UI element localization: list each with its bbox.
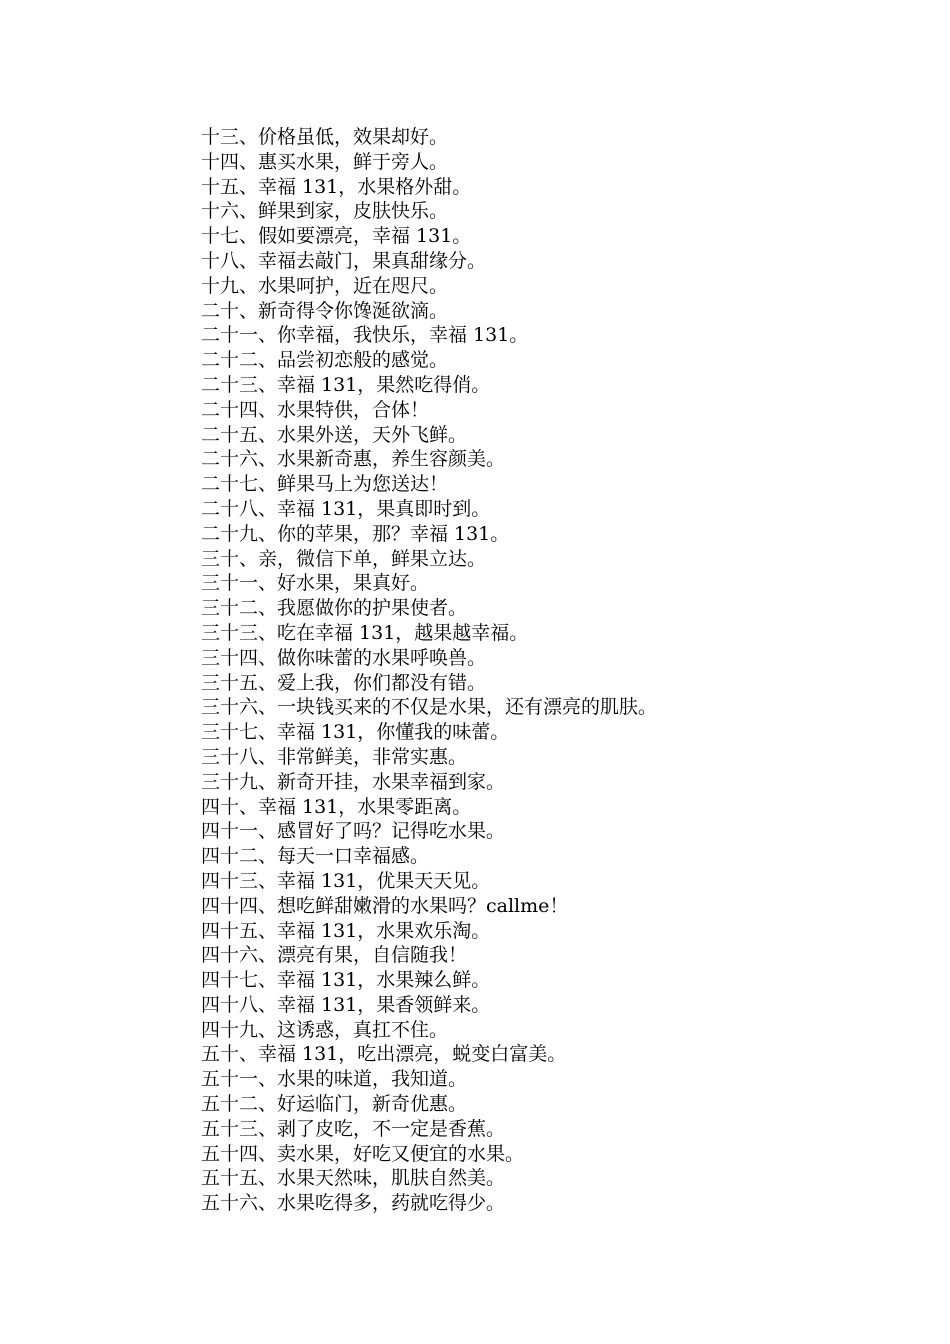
slogan-list (201, 125, 657, 1216)
list-item: 四十九、这诱惑，真扛不住。 (201, 1018, 449, 1041)
list-item: 四十三、幸福 131，优果天天见。 (201, 869, 491, 892)
list-item: 二十一、你幸福，我快乐，幸福 131。 (201, 324, 529, 347)
list-item: 五十一、水果的味道，我知道。 (201, 1068, 468, 1091)
list-item: 十五、幸福 131，水果格外甜。 (201, 175, 472, 198)
list-item: 二十七、鲜果马上为您送达！ (201, 473, 449, 496)
list-item: 二十五、水果外送，天外飞鲜。 (201, 423, 468, 446)
list-item: 三十六、一块钱买来的不仅是水果，还有漂亮的肌肤。 (201, 696, 658, 719)
list-item: 三十一、好水果，果真好。 (201, 572, 430, 595)
list-item: 三十三、吃在幸福 131，越果越幸福。 (201, 621, 529, 644)
list-item: 四十二、每天一口幸福感。 (201, 845, 430, 868)
list-item: 三十七、幸福 131，你懂我的味蕾。 (201, 721, 510, 744)
list-item: 十七、假如要漂亮，幸福 131。 (201, 225, 472, 248)
list-item: 二十三、幸福 131，果然吃得俏。 (201, 373, 491, 396)
list-item: 十六、鲜果到家，皮肤快乐。 (201, 200, 449, 223)
list-item: 四十四、想吃鲜甜嫩滑的水果吗？callme！ (201, 894, 569, 917)
list-item: 三十二、我愿做你的护果使者。 (201, 597, 468, 620)
list-item: 二十、新奇得令你馋涎欲滴。 (201, 299, 449, 322)
list-item: 四十七、幸福 131，水果辣么鲜。 (201, 969, 491, 992)
list-item: 三十八、非常鲜美，非常实惠。 (201, 745, 468, 768)
list-item: 二十二、品尝初恋般的感觉。 (201, 349, 449, 372)
list-item: 四十一、感冒好了吗？记得吃水果。 (201, 820, 506, 843)
list-item: 十八、幸福去敲门，果真甜缘分。 (201, 249, 487, 272)
list-item: 十四、惠买水果，鲜于旁人。 (201, 150, 449, 173)
list-item: 二十九、你的苹果，那？幸福 131。 (201, 522, 510, 545)
list-item: 五十、幸福 131，吃出漂亮，蜕变白富美。 (201, 1043, 567, 1066)
list-item: 四十六、漂亮有果，自信随我！ (201, 944, 468, 967)
list-item: 三十、亲，微信下单，鲜果立达。 (201, 547, 487, 570)
list-item: 二十八、幸福 131，果真即时到。 (201, 497, 491, 520)
list-item: 五十五、水果天然味，肌肤自然美。 (201, 1167, 506, 1190)
list-item: 十三、价格虽低，效果却好。 (201, 126, 449, 148)
list-item: 十九、水果呵护，近在咫尺。 (201, 274, 449, 297)
list-item: 三十五、爱上我，你们都没有错。 (201, 671, 487, 694)
list-item: 四十、幸福 131，水果零距离。 (201, 795, 472, 818)
list-item: 五十三、剥了皮吃，不一定是香蕉。 (201, 1117, 506, 1140)
list-item: 五十四、卖水果，好吃又便宜的水果。 (201, 1142, 525, 1165)
list-item: 二十四、水果特供，合体！ (201, 398, 430, 421)
list-item: 四十五、幸福 131，水果欢乐淘。 (201, 919, 491, 942)
list-item: 五十六、水果吃得多，药就吃得少。 (201, 1192, 506, 1215)
list-item: 四十八、幸福 131，果香领鲜来。 (201, 993, 491, 1016)
list-item: 五十二、好运临门，新奇优惠。 (201, 1093, 468, 1116)
list-item: 三十四、做你味蕾的水果呼唤兽。 (201, 646, 487, 669)
list-item: 二十六、水果新奇惠，养生容颜美。 (201, 448, 506, 471)
list-item: 三十九、新奇开挂，水果幸福到家。 (201, 770, 506, 793)
